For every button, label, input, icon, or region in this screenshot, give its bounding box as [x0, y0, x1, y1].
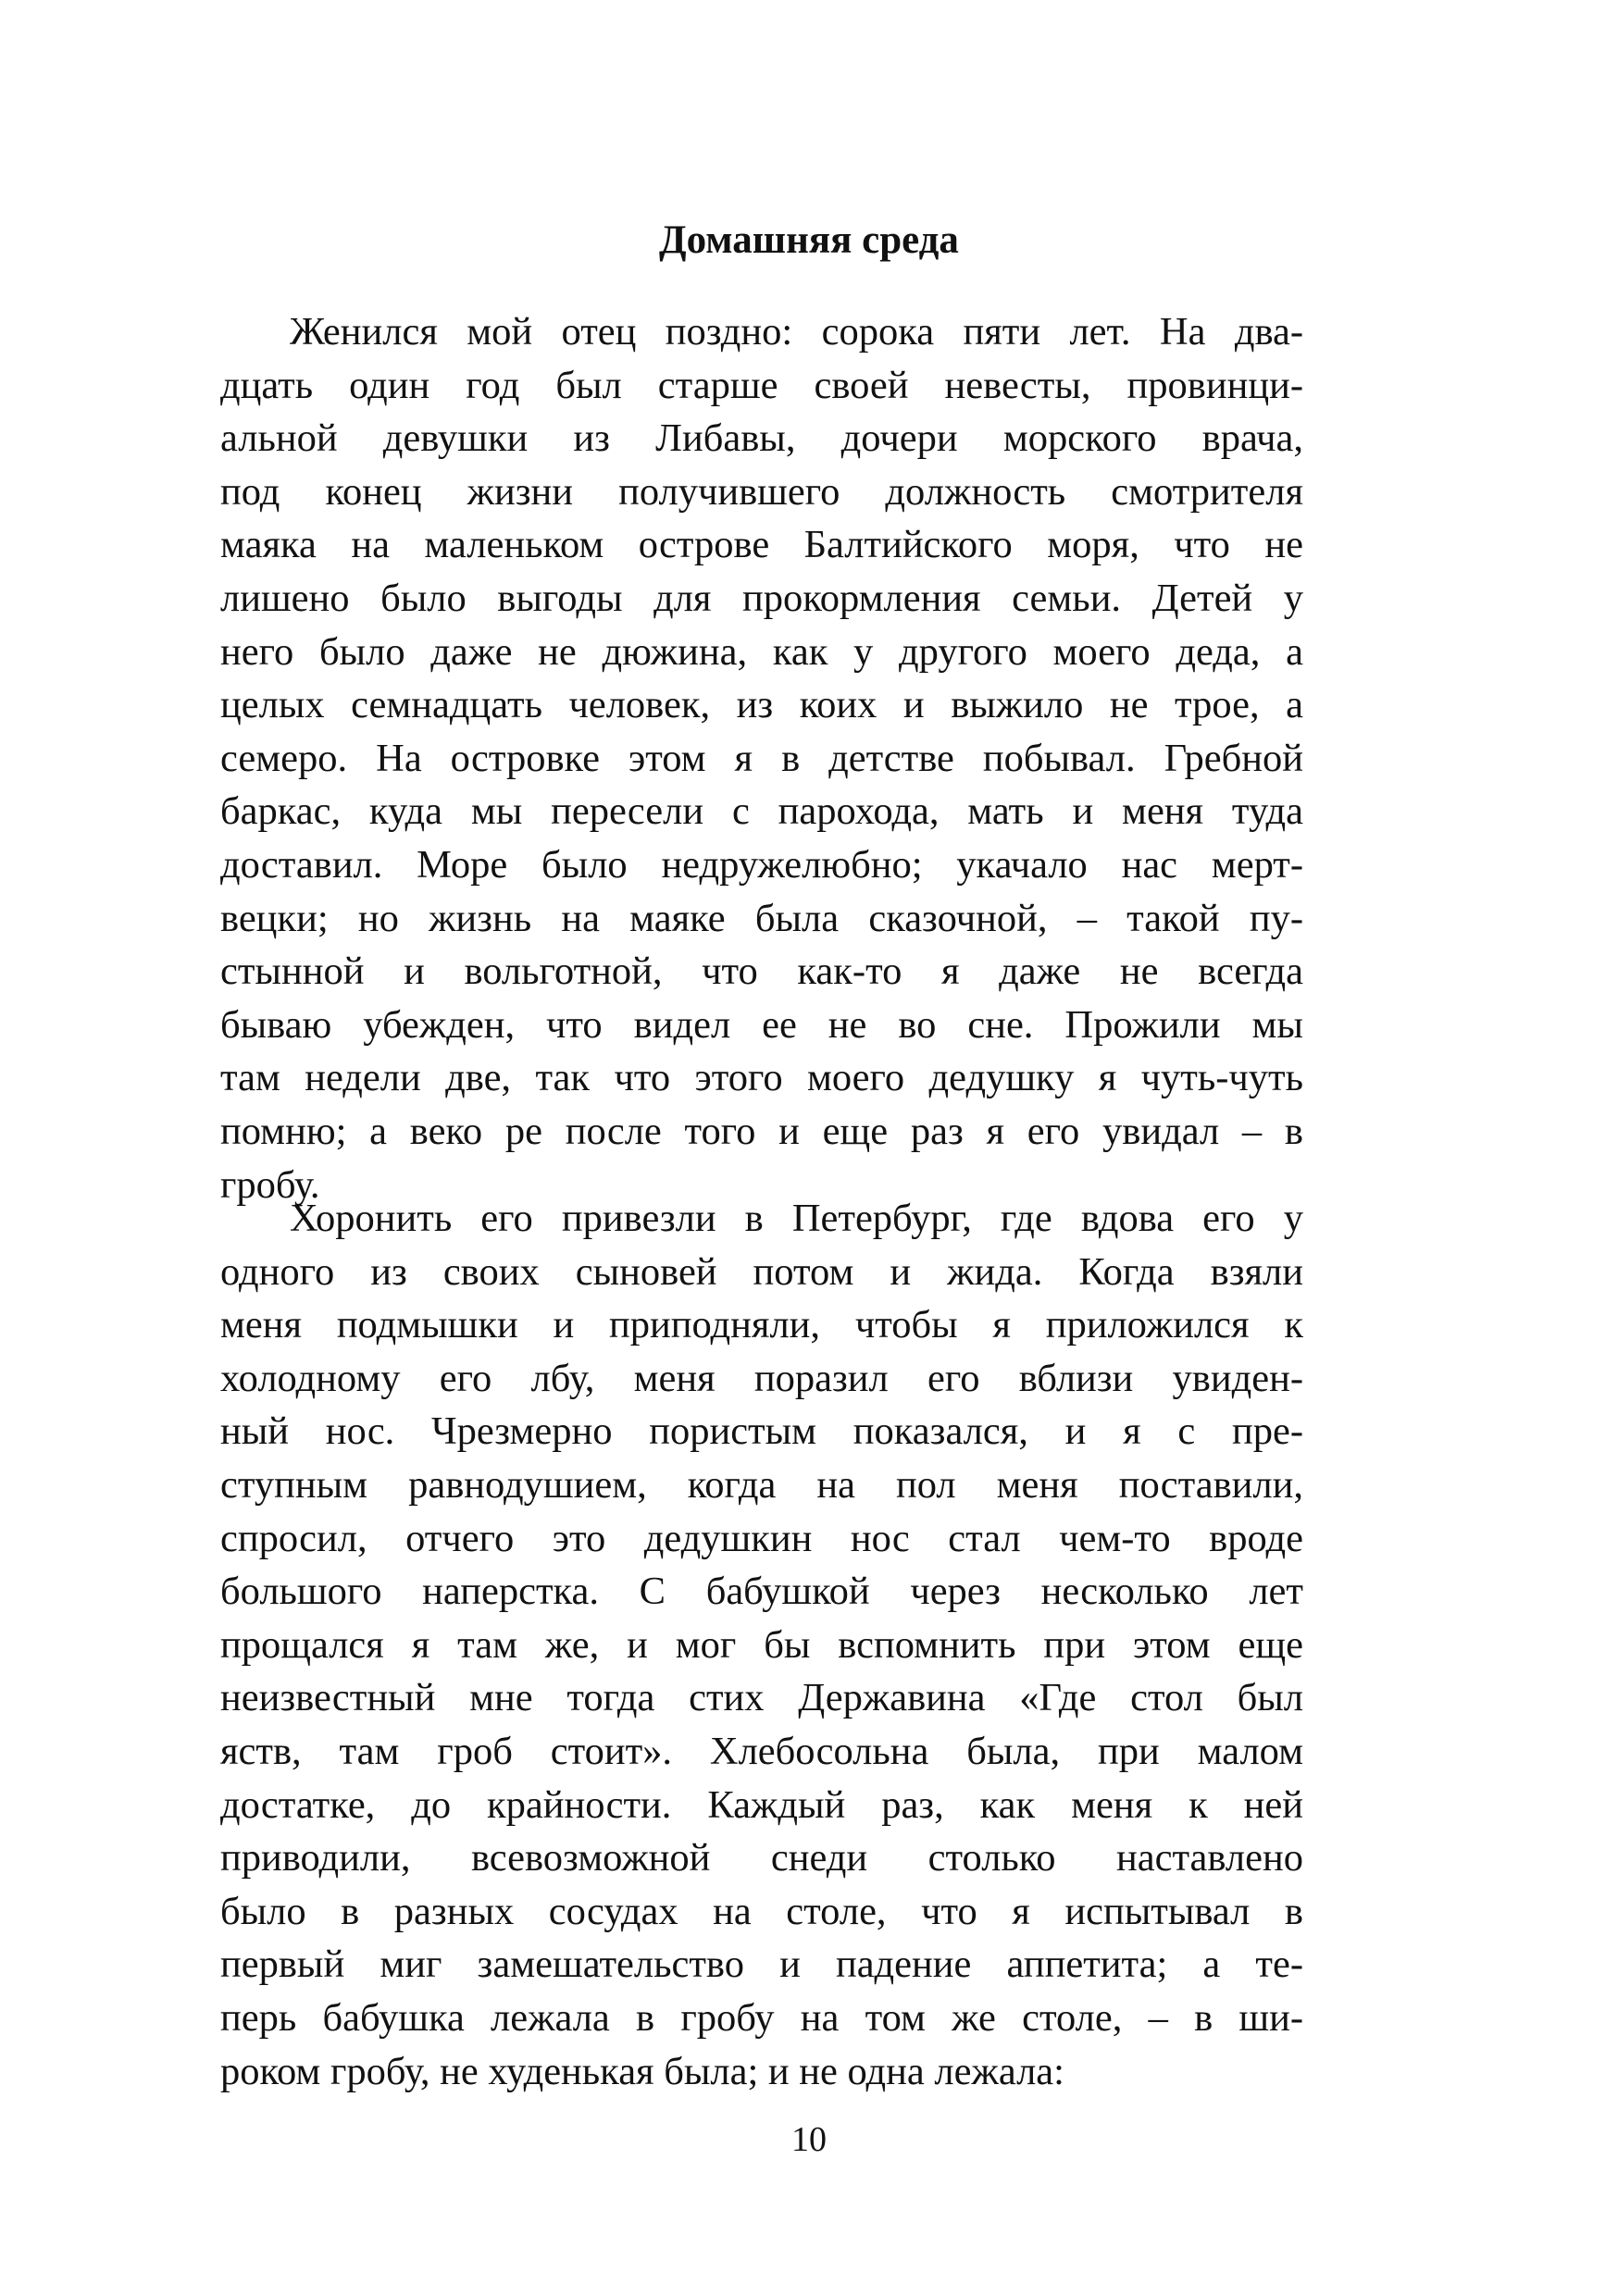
text-line: приводили, всевозможной снеди столько наставлено: [220, 1836, 1303, 1880]
text-line: баркас, куда мы пересели с парохода, мать и меня туда: [220, 789, 1303, 834]
text-line: ступным равнодушием, когда на пол меня поставили,: [220, 1462, 1303, 1507]
text-line: Хоронить его привезли в Петербург, где вдова его у: [290, 1197, 1303, 1240]
text-line: спросил, отчего это дедушкин нос стал чем-то вроде: [220, 1516, 1303, 1560]
text-line: доставил. Море было недружелюбно; укачало нас мерт-: [220, 842, 1303, 887]
text-line: ный нос. Чрезмерно пористым показался, и я с пре-: [220, 1409, 1303, 1454]
paragraph-2: [220, 1192, 1303, 2098]
paragraph-1: [220, 305, 1303, 1211]
text-line: альной девушки из Либавы, дочери морского врача,: [220, 416, 1303, 461]
text-line: дцать один год был старше своей невесты, провинци-: [220, 363, 1303, 407]
text-line: неизвестный мне тогда стих Державина «Где стол был: [220, 1676, 1303, 1720]
text-line: перь бабушка лежала в гробу на том же столе, – в ши-: [220, 1995, 1303, 2040]
text-line: под конец жизни получившего должность смотрителя: [220, 469, 1303, 514]
text-line: вецки; но жизнь на маяке была сказочной, – такой пу-: [220, 896, 1303, 940]
text-line: холодному его лбу, меня поразил его вблизи увиден-: [220, 1356, 1303, 1400]
text-line: одного из своих сыновей потом и жида. Когда взяли: [220, 1249, 1303, 1294]
page-number: 10: [791, 2120, 827, 2159]
text-line: целых семнадцать человек, из коих и выжило не трое, а: [220, 683, 1303, 727]
text-line: гробу.: [220, 1162, 320, 1207]
text-line: достатке, до крайности. Каждый раз, как меня к ней: [220, 1782, 1303, 1827]
text-line: маяка на маленьком острове Балтийского моря, что не: [220, 523, 1303, 567]
chapter-title: Домашняя среда: [659, 218, 959, 262]
text-line: меня подмышки и приподняли, чтобы я приложился к: [220, 1303, 1303, 1347]
text-line: там недели две, так что этого моего дедушку я чуть-чуть: [220, 1056, 1303, 1100]
text-line: яств, там гроб стоит». Хлебосольна была, при малом: [220, 1729, 1303, 1773]
text-line: семеро. На островке этом я в детстве побывал. Гребной: [220, 736, 1303, 780]
text-line: помню; а веко ре после того и еще раз я его увидал – в: [220, 1109, 1303, 1153]
text-line: стынной и вольготной, что как-то я даже не всегда: [220, 949, 1303, 994]
text-line: него было даже не дюжина, как у другого моего деда, а: [220, 629, 1303, 674]
text-line: Женился мой отец поздно: сорока пяти лет. На два-: [290, 310, 1303, 354]
text-line: роком гробу, не худенькая была; и не одна лежала:: [220, 2049, 1064, 2093]
text-line: было в разных сосудах на столе, что я испытывал в: [220, 1889, 1303, 1933]
text-line: первый миг замешательство и падение аппетита; а те-: [220, 1942, 1303, 1987]
text-line: большого наперстка. С бабушкой через несколько лет: [220, 1570, 1303, 1614]
text-line: прощался я там же, и мог бы вспомнить при этом еще: [220, 1622, 1303, 1667]
text-line: лишено было выгоды для прокормления семьи. Детей у: [220, 576, 1303, 620]
text-line: бываю убежден, что видел ее не во сне. Прожили мы: [220, 1002, 1303, 1047]
